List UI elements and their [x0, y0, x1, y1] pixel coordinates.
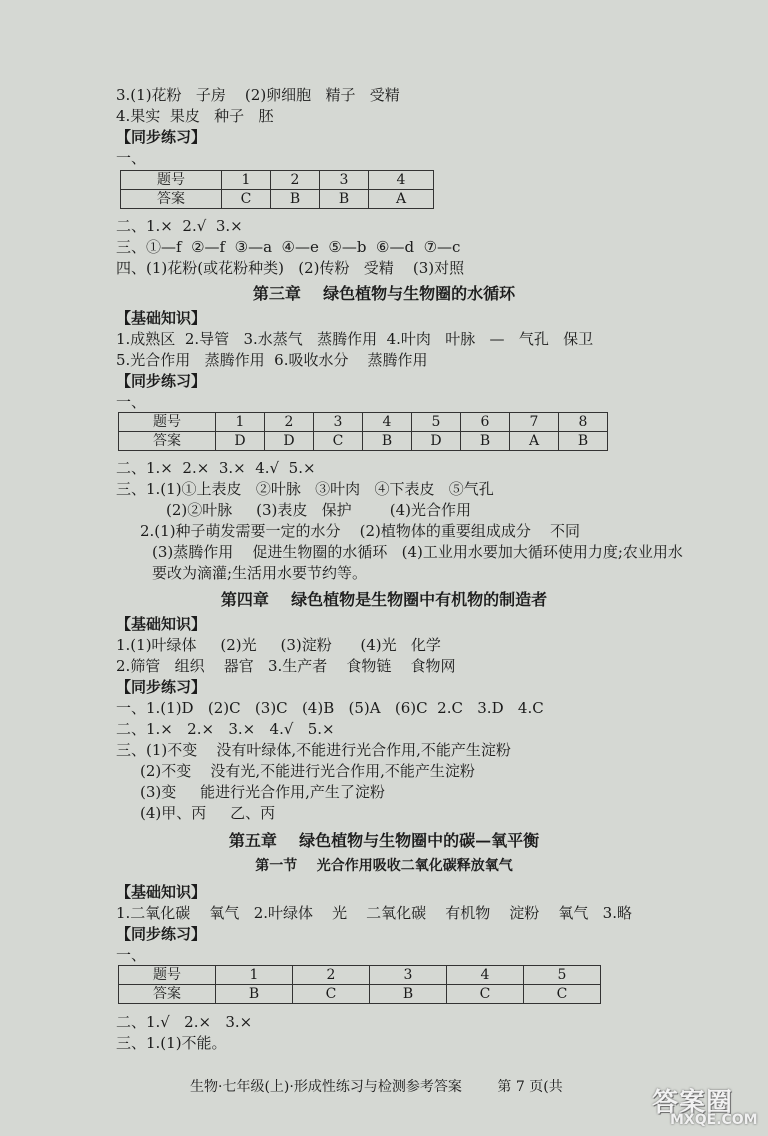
table-answer-label: 答案 [121, 190, 222, 209]
table-row [121, 190, 434, 209]
part-one-label: 一、 [116, 149, 147, 167]
basics-line-1: 1.二氧化碳 氧气 2.叶绿体 光 二氧化碳 有机物 淀粉 氧气 3.略 [116, 904, 632, 922]
table-cell: C [314, 432, 363, 451]
answer-table-3 [118, 965, 601, 1004]
section-tag-basics: 【基础知识】 [116, 883, 207, 901]
part-three-line-3: (3)变 能进行光合作用,产生了淀粉 [140, 783, 385, 801]
basics-line-1: 1.成熟区 2.导管 3.水蒸气 蒸腾作用 4.叶肉 叶脉 — 气孔 保卫 [116, 330, 594, 348]
table-cell: D [412, 432, 461, 451]
section-tag-basics: 【基础知识】 [116, 615, 207, 633]
table-header-label: 题号 [121, 171, 222, 190]
table-cell: 4 [369, 171, 434, 190]
section-tag-practice: 【同步练习】 [116, 372, 207, 390]
table-cell: 5 [524, 966, 601, 985]
table-cell: A [369, 190, 434, 209]
section-tag-practice: 【同步练习】 [116, 678, 207, 696]
watermark-url: MXQE.COM [670, 1112, 758, 1128]
answer-line-4: 4.果实 果皮 种子 胚 [116, 107, 274, 125]
table-cell: 3 [370, 966, 447, 985]
part-three-answers: 三、(1)不变 没有叶绿体,不能进行光合作用,不能产生淀粉 [116, 741, 511, 759]
part-two-answers: 二、1.× 2.× 3.× 4.√ 5.× [116, 459, 316, 477]
table-cell: D [265, 432, 314, 451]
table-answer-label: 答案 [119, 432, 216, 451]
table-cell: B [216, 985, 293, 1004]
table-cell: D [216, 432, 265, 451]
table-cell: 7 [510, 413, 559, 432]
page-footer: 生物·七年级(上)·形成性练习与检测参考答案 第 7 页(共 [190, 1079, 563, 1095]
table-row [119, 966, 601, 985]
part-three-answers: 三、1.(1)不能。 [116, 1034, 227, 1052]
table-cell: 2 [265, 413, 314, 432]
table-cell: B [320, 190, 369, 209]
part-one-answers: 一、1.(1)D (2)C (3)C (4)B (5)A (6)C 2.C 3.D 4.C [116, 699, 544, 717]
part-three-line-4: (4)甲、丙 乙、丙 [140, 804, 276, 822]
part-two-answers: 二、1.× 2.× 3.× 4.√ 5.× [116, 720, 335, 738]
basics-line-2: 5.光合作用 蒸腾作用 6.吸收水分 蒸腾作用 [116, 351, 428, 369]
table-cell: 6 [461, 413, 510, 432]
table-cell: A [510, 432, 559, 451]
table-cell: B [461, 432, 510, 451]
table-cell: C [222, 190, 271, 209]
table-cell: 3 [314, 413, 363, 432]
table-row [119, 413, 608, 432]
part-one-label: 一、 [116, 946, 147, 964]
table-cell: C [293, 985, 370, 1004]
table-cell: C [447, 985, 524, 1004]
watermark [640, 1082, 760, 1130]
part-three-line-2: (2)不变 没有光,不能进行光合作用,不能产生淀粉 [140, 762, 475, 780]
part-one-label: 一、 [116, 393, 147, 411]
answer-table-1 [120, 170, 434, 209]
part-three-answers: 三、1.(1)①上表皮 ②叶脉 ③叶肉 ④下表皮 ⑤气孔 [116, 480, 494, 498]
basics-line-1: 1.(1)叶绿体 (2)光 (3)淀粉 (4)光 化学 [116, 636, 441, 654]
table-cell: B [370, 985, 447, 1004]
part-two-answers: 二、1.× 2.√ 3.× [116, 217, 243, 235]
chapter-5-heading: 第五章 绿色植物与生物圈中的碳—氧平衡 [228, 831, 540, 850]
table-header-label: 题号 [119, 413, 216, 432]
part-two-answers: 二、1.√ 2.× 3.× [116, 1013, 253, 1031]
table-cell: 2 [293, 966, 370, 985]
basics-line-2: 2.筛管 组织 器官 3.生产者 食物链 食物网 [116, 657, 456, 675]
section-tag-practice: 【同步练习】 [116, 925, 207, 943]
table-cell: B [363, 432, 412, 451]
part-four-answers: 四、(1)花粉(或花粉种类) (2)传粉 受精 (3)对照 [116, 259, 465, 277]
part-three-line-4: (3)蒸腾作用 促进生物圈的水循环 (4)工业用水要加大循环使用力度;农业用水 [152, 543, 683, 561]
chapter-3-heading: 第三章 绿色植物与生物圈的水循环 [252, 284, 516, 303]
watermark-logo: 答案圈 [652, 1088, 734, 1118]
table-cell: 1 [216, 413, 265, 432]
answer-line-3: 3.(1)花粉 子房 (2)卵细胞 精子 受精 [116, 86, 400, 104]
table-cell: B [271, 190, 320, 209]
answer-table-2 [118, 412, 608, 451]
part-three-line-2: (2)②叶脉 (3)表皮 保护 (4)光合作用 [166, 501, 472, 519]
table-cell: 8 [559, 413, 608, 432]
table-cell: 5 [412, 413, 461, 432]
part-three-line-5: 要改为滴灌;生活用水要节约等。 [152, 564, 368, 582]
table-cell: 1 [216, 966, 293, 985]
table-cell: 4 [447, 966, 524, 985]
table-row [119, 432, 608, 451]
table-row [121, 171, 434, 190]
table-cell: 1 [222, 171, 271, 190]
chapter-4-heading: 第四章 绿色植物是生物圈中有机物的制造者 [220, 590, 548, 609]
table-answer-label: 答案 [119, 985, 216, 1004]
table-row [119, 985, 601, 1004]
table-cell: B [559, 432, 608, 451]
table-cell: 3 [320, 171, 369, 190]
table-cell: C [524, 985, 601, 1004]
part-three-answers: 三、①—f ②—f ③—a ④—e ⑤—b ⑥—d ⑦—c [116, 238, 461, 256]
table-cell: 2 [271, 171, 320, 190]
part-three-line-3: 2.(1)种子萌发需要一定的水分 (2)植物体的重要组成成分 不同 [140, 522, 580, 540]
section-tag-basics: 【基础知识】 [116, 309, 207, 327]
table-header-label: 题号 [119, 966, 216, 985]
section-tag-practice: 【同步练习】 [116, 128, 207, 146]
table-cell: 4 [363, 413, 412, 432]
section-1-heading: 第一节 光合作用吸收二氧化碳释放氧气 [255, 858, 513, 874]
